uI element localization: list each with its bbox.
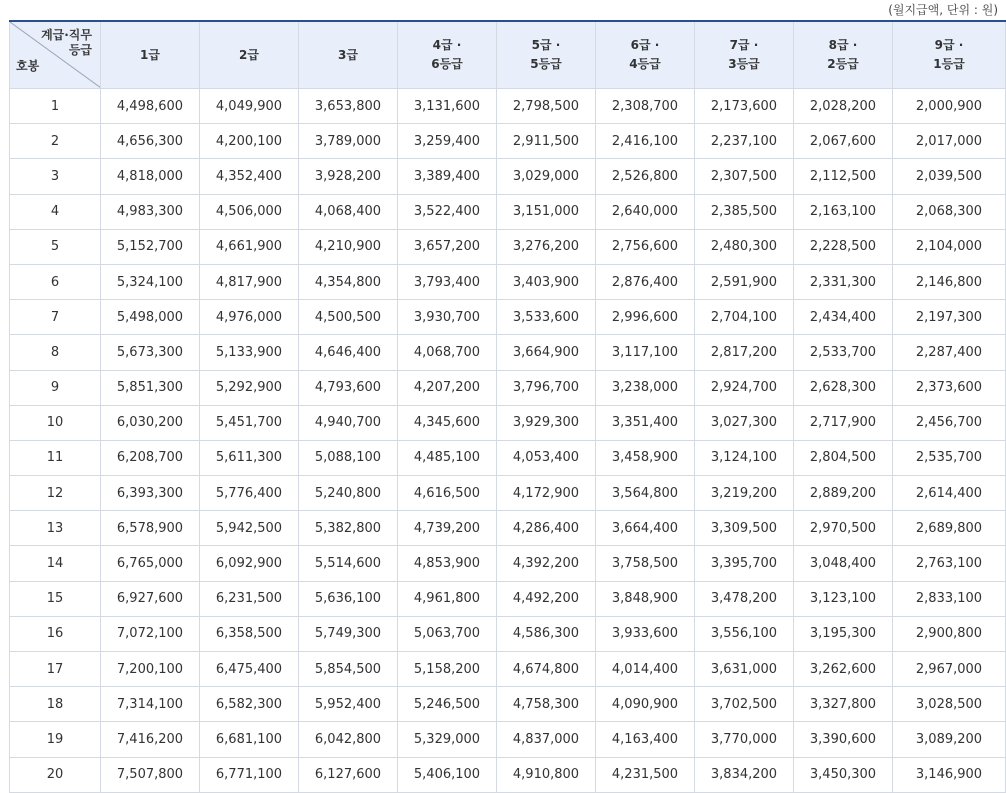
column-header-line1: 2급	[239, 47, 259, 62]
corner-grade-line2: 등급	[68, 43, 92, 57]
salary-cell: 2,237,100	[695, 124, 794, 159]
salary-cell: 5,158,200	[398, 652, 497, 687]
step-cell: 4	[10, 194, 101, 229]
salary-cell: 3,151,000	[497, 194, 596, 229]
salary-cell: 6,208,700	[101, 440, 200, 475]
salary-cell: 2,689,800	[893, 511, 1006, 546]
step-cell: 19	[10, 722, 101, 757]
salary-cell: 6,578,900	[101, 511, 200, 546]
salary-cell: 6,231,500	[200, 581, 299, 616]
salary-cell: 2,911,500	[497, 124, 596, 159]
salary-cell: 4,674,800	[497, 652, 596, 687]
column-header-line2: 1등급	[933, 57, 965, 71]
salary-cell: 2,067,600	[794, 124, 893, 159]
table-row	[10, 687, 1006, 722]
table-row	[10, 89, 1006, 124]
salary-cell: 6,765,000	[101, 546, 200, 581]
salary-cell: 2,804,500	[794, 440, 893, 475]
header-row	[10, 21, 1006, 89]
salary-cell: 4,068,400	[299, 194, 398, 229]
salary-cell: 2,028,200	[794, 89, 893, 124]
salary-cell: 3,259,400	[398, 124, 497, 159]
salary-cell: 3,758,500	[596, 546, 695, 581]
column-header-line1: 9급 ·	[934, 38, 964, 52]
table-row	[10, 757, 1006, 792]
salary-cell: 5,776,400	[200, 476, 299, 511]
step-cell: 9	[10, 370, 101, 405]
salary-cell: 4,793,600	[299, 370, 398, 405]
salary-cell: 3,390,600	[794, 722, 893, 757]
table-row	[10, 264, 1006, 299]
salary-cell: 3,327,800	[794, 687, 893, 722]
salary-cell: 4,500,500	[299, 300, 398, 335]
table-row	[10, 722, 1006, 757]
salary-cell: 2,889,200	[794, 476, 893, 511]
salary-cell: 3,195,300	[794, 616, 893, 651]
salary-cell: 6,582,300	[200, 687, 299, 722]
corner-grade-line1: 계급·직무	[41, 28, 92, 42]
salary-cell: 2,798,500	[497, 89, 596, 124]
salary-cell: 4,354,800	[299, 264, 398, 299]
salary-cell: 4,172,900	[497, 476, 596, 511]
salary-cell: 3,770,000	[695, 722, 794, 757]
salary-cell: 3,657,200	[398, 229, 497, 264]
salary-cell: 6,475,400	[200, 652, 299, 687]
salary-cell: 2,287,400	[893, 335, 1006, 370]
salary-cell: 7,507,800	[101, 757, 200, 792]
salary-cell: 3,238,000	[596, 370, 695, 405]
salary-cell: 3,631,000	[695, 652, 794, 687]
column-header-3	[299, 21, 398, 89]
salary-cell: 3,351,400	[596, 405, 695, 440]
column-header-line2: 3등급	[728, 57, 760, 71]
salary-cell: 3,533,600	[497, 300, 596, 335]
table-body	[10, 89, 1006, 793]
salary-cell: 2,900,800	[893, 616, 1006, 651]
table-row	[10, 616, 1006, 651]
table-row	[10, 159, 1006, 194]
salary-cell: 6,042,800	[299, 722, 398, 757]
salary-cell: 2,704,100	[695, 300, 794, 335]
column-header-6	[596, 21, 695, 89]
table-row	[10, 652, 1006, 687]
salary-cell: 2,756,600	[596, 229, 695, 264]
step-cell: 20	[10, 757, 101, 792]
salary-cell: 7,200,100	[101, 652, 200, 687]
salary-cell: 5,240,800	[299, 476, 398, 511]
corner-grade-label	[41, 28, 92, 58]
salary-cell: 4,976,000	[200, 300, 299, 335]
salary-cell: 2,533,700	[794, 335, 893, 370]
salary-cell: 4,485,100	[398, 440, 497, 475]
salary-cell: 7,072,100	[101, 616, 200, 651]
table-row	[10, 124, 1006, 159]
salary-cell: 4,210,900	[299, 229, 398, 264]
salary-cell: 4,910,800	[497, 757, 596, 792]
salary-cell: 5,292,900	[200, 370, 299, 405]
salary-cell: 6,681,100	[200, 722, 299, 757]
salary-cell: 5,324,100	[101, 264, 200, 299]
column-header-line1: 7급 ·	[729, 38, 759, 52]
salary-cell: 2,817,200	[695, 335, 794, 370]
salary-cell: 5,329,000	[398, 722, 497, 757]
step-cell: 7	[10, 300, 101, 335]
salary-cell: 2,373,600	[893, 370, 1006, 405]
salary-cell: 3,309,500	[695, 511, 794, 546]
step-cell: 3	[10, 159, 101, 194]
salary-cell: 5,611,300	[200, 440, 299, 475]
salary-cell: 2,068,300	[893, 194, 1006, 229]
step-cell: 8	[10, 335, 101, 370]
salary-cell: 2,331,300	[794, 264, 893, 299]
salary-cell: 5,382,800	[299, 511, 398, 546]
salary-cell: 3,028,500	[893, 687, 1006, 722]
salary-cell: 5,133,900	[200, 335, 299, 370]
salary-cell: 2,763,100	[893, 546, 1006, 581]
table-row	[10, 476, 1006, 511]
column-header-1	[101, 21, 200, 89]
unit-note: (월지급액, 단위 : 원)	[888, 3, 998, 17]
salary-cell: 3,664,400	[596, 511, 695, 546]
salary-cell: 3,029,000	[497, 159, 596, 194]
salary-cell: 3,930,700	[398, 300, 497, 335]
salary-cell: 3,089,200	[893, 722, 1006, 757]
salary-cell: 5,246,500	[398, 687, 497, 722]
salary-cell: 3,027,300	[695, 405, 794, 440]
salary-cell: 2,039,500	[893, 159, 1006, 194]
salary-cell: 4,646,400	[299, 335, 398, 370]
salary-cell: 5,854,500	[299, 652, 398, 687]
salary-cell: 2,628,300	[794, 370, 893, 405]
salary-cell: 4,049,900	[200, 89, 299, 124]
salary-cell: 2,173,600	[695, 89, 794, 124]
salary-cell: 6,927,600	[101, 581, 200, 616]
salary-cell: 2,924,700	[695, 370, 794, 405]
salary-cell: 4,200,100	[200, 124, 299, 159]
salary-cell: 5,406,100	[398, 757, 497, 792]
salary-cell: 3,564,800	[596, 476, 695, 511]
salary-cell: 2,163,100	[794, 194, 893, 229]
column-header-line1: 5급 ·	[531, 38, 561, 52]
salary-cell: 3,522,400	[398, 194, 497, 229]
step-cell: 10	[10, 405, 101, 440]
salary-cell: 3,395,700	[695, 546, 794, 581]
table-row	[10, 194, 1006, 229]
salary-cell: 3,793,400	[398, 264, 497, 299]
step-cell: 12	[10, 476, 101, 511]
salary-cell: 6,393,300	[101, 476, 200, 511]
salary-cell: 5,636,100	[299, 581, 398, 616]
step-cell: 14	[10, 546, 101, 581]
salary-cell: 4,014,400	[596, 652, 695, 687]
salary-cell: 3,933,600	[596, 616, 695, 651]
table-row	[10, 581, 1006, 616]
salary-cell: 3,789,000	[299, 124, 398, 159]
salary-cell: 2,308,700	[596, 89, 695, 124]
salary-cell: 4,983,300	[101, 194, 200, 229]
salary-cell: 4,053,400	[497, 440, 596, 475]
table-row	[10, 511, 1006, 546]
salary-cell: 3,146,900	[893, 757, 1006, 792]
salary-cell: 4,616,500	[398, 476, 497, 511]
salary-cell: 3,929,300	[497, 405, 596, 440]
column-header-7	[695, 21, 794, 89]
salary-cell: 4,817,900	[200, 264, 299, 299]
salary-cell: 4,961,800	[398, 581, 497, 616]
salary-cell: 3,556,100	[695, 616, 794, 651]
step-cell: 18	[10, 687, 101, 722]
step-cell: 17	[10, 652, 101, 687]
table-row	[10, 335, 1006, 370]
column-header-line1: 8급 ·	[828, 38, 858, 52]
corner-header-cell	[10, 21, 101, 89]
salary-cell: 4,352,400	[200, 159, 299, 194]
step-cell: 15	[10, 581, 101, 616]
table-row	[10, 405, 1006, 440]
salary-cell: 5,942,500	[200, 511, 299, 546]
salary-cell: 5,451,700	[200, 405, 299, 440]
salary-cell: 2,228,500	[794, 229, 893, 264]
salary-cell: 2,104,000	[893, 229, 1006, 264]
salary-cell: 4,739,200	[398, 511, 497, 546]
step-cell: 1	[10, 89, 101, 124]
salary-cell: 5,063,700	[398, 616, 497, 651]
salary-cell: 3,478,200	[695, 581, 794, 616]
step-cell: 2	[10, 124, 101, 159]
salary-cell: 2,434,400	[794, 300, 893, 335]
column-header-5	[497, 21, 596, 89]
salary-cell: 3,796,700	[497, 370, 596, 405]
salary-cell: 2,970,500	[794, 511, 893, 546]
salary-cell: 7,314,100	[101, 687, 200, 722]
salary-cell: 6,127,600	[299, 757, 398, 792]
salary-cell: 2,146,800	[893, 264, 1006, 299]
table-row	[10, 370, 1006, 405]
step-cell: 6	[10, 264, 101, 299]
salary-cell: 3,262,600	[794, 652, 893, 687]
salary-cell: 5,088,100	[299, 440, 398, 475]
salary-cell: 2,480,300	[695, 229, 794, 264]
salary-cell: 5,498,000	[101, 300, 200, 335]
salary-cell: 3,403,900	[497, 264, 596, 299]
salary-cell: 3,124,100	[695, 440, 794, 475]
step-cell: 5	[10, 229, 101, 264]
salary-cell: 3,276,200	[497, 229, 596, 264]
salary-cell: 3,389,400	[398, 159, 497, 194]
salary-cell: 2,000,900	[893, 89, 1006, 124]
salary-cell: 2,526,800	[596, 159, 695, 194]
salary-cell: 2,967,000	[893, 652, 1006, 687]
salary-cell: 2,717,900	[794, 405, 893, 440]
salary-cell: 6,358,500	[200, 616, 299, 651]
salary-cell: 4,498,600	[101, 89, 200, 124]
salary-cell: 2,640,000	[596, 194, 695, 229]
column-header-line2: 2등급	[827, 57, 859, 71]
column-header-line2: 4등급	[629, 57, 661, 71]
salary-cell: 3,117,100	[596, 335, 695, 370]
salary-cell: 4,506,000	[200, 194, 299, 229]
salary-cell: 4,163,400	[596, 722, 695, 757]
salary-cell: 5,952,400	[299, 687, 398, 722]
column-header-2	[200, 21, 299, 89]
column-header-line1: 3급	[338, 47, 358, 62]
salary-cell: 2,614,400	[893, 476, 1006, 511]
salary-cell: 3,702,500	[695, 687, 794, 722]
salary-cell: 2,017,000	[893, 124, 1006, 159]
salary-cell: 6,030,200	[101, 405, 200, 440]
step-cell: 13	[10, 511, 101, 546]
salary-cell: 7,416,200	[101, 722, 200, 757]
salary-table	[9, 20, 1006, 793]
salary-cell: 2,833,100	[893, 581, 1006, 616]
salary-cell: 3,123,100	[794, 581, 893, 616]
table-row	[10, 546, 1006, 581]
salary-cell: 2,535,700	[893, 440, 1006, 475]
salary-cell: 2,876,400	[596, 264, 695, 299]
salary-cell: 3,450,300	[794, 757, 893, 792]
salary-cell: 3,834,200	[695, 757, 794, 792]
salary-cell: 5,514,600	[299, 546, 398, 581]
table-row	[10, 440, 1006, 475]
salary-cell: 4,231,500	[596, 757, 695, 792]
salary-cell: 4,090,900	[596, 687, 695, 722]
salary-cell: 4,661,900	[200, 229, 299, 264]
salary-cell: 4,492,200	[497, 581, 596, 616]
salary-cell: 4,286,400	[497, 511, 596, 546]
salary-cell: 2,307,500	[695, 159, 794, 194]
table-row	[10, 229, 1006, 264]
table-row	[10, 300, 1006, 335]
salary-cell: 3,219,200	[695, 476, 794, 511]
step-cell: 11	[10, 440, 101, 475]
salary-cell: 5,152,700	[101, 229, 200, 264]
salary-cell: 3,131,600	[398, 89, 497, 124]
salary-cell: 3,664,900	[497, 335, 596, 370]
salary-cell: 4,853,900	[398, 546, 497, 581]
salary-cell: 5,749,300	[299, 616, 398, 651]
salary-cell: 2,456,700	[893, 405, 1006, 440]
salary-cell: 2,591,900	[695, 264, 794, 299]
step-cell: 16	[10, 616, 101, 651]
column-header-8	[794, 21, 893, 89]
salary-cell: 4,758,300	[497, 687, 596, 722]
column-header-line1: 6급 ·	[630, 38, 660, 52]
salary-cell: 3,048,400	[794, 546, 893, 581]
column-header-line1: 1급	[140, 47, 160, 62]
salary-cell: 3,653,800	[299, 89, 398, 124]
salary-cell: 5,851,300	[101, 370, 200, 405]
salary-cell: 2,416,100	[596, 124, 695, 159]
column-header-line1: 4급 ·	[432, 38, 462, 52]
salary-cell: 4,068,700	[398, 335, 497, 370]
salary-cell: 6,771,100	[200, 757, 299, 792]
salary-cell: 6,092,900	[200, 546, 299, 581]
salary-cell: 4,207,200	[398, 370, 497, 405]
salary-cell: 3,848,900	[596, 581, 695, 616]
salary-cell: 2,112,500	[794, 159, 893, 194]
salary-cell: 2,385,500	[695, 194, 794, 229]
column-header-line2: 6등급	[431, 57, 463, 71]
salary-cell: 4,345,600	[398, 405, 497, 440]
salary-cell: 2,996,600	[596, 300, 695, 335]
salary-cell: 3,458,900	[596, 440, 695, 475]
salary-cell: 4,656,300	[101, 124, 200, 159]
column-header-line2: 5등급	[530, 57, 562, 71]
column-header-4	[398, 21, 497, 89]
salary-cell: 4,586,300	[497, 616, 596, 651]
salary-cell: 2,197,300	[893, 300, 1006, 335]
salary-cell: 4,837,000	[497, 722, 596, 757]
salary-cell: 5,673,300	[101, 335, 200, 370]
salary-cell: 4,818,000	[101, 159, 200, 194]
corner-step-label: 호봉	[16, 59, 40, 73]
column-header-9	[893, 21, 1006, 89]
salary-cell: 4,940,700	[299, 405, 398, 440]
salary-cell: 3,928,200	[299, 159, 398, 194]
salary-cell: 4,392,200	[497, 546, 596, 581]
